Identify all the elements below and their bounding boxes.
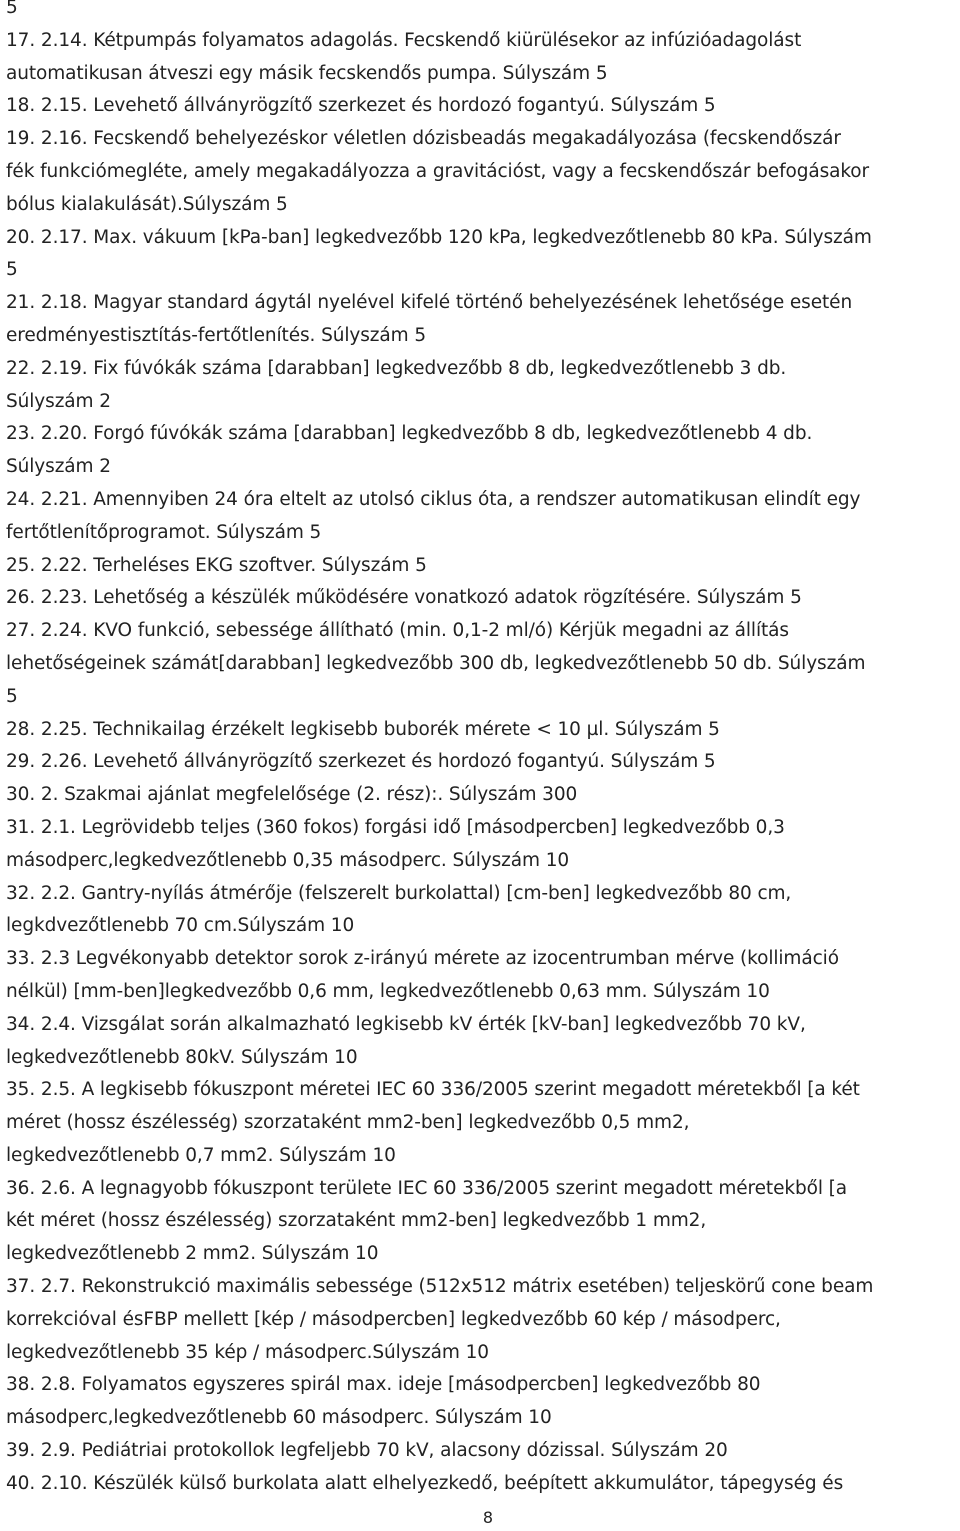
text-line: 34. 2.4. Vizsgálat során alkalmazható legkisebb kV érték [kV-ban] legkedvezőbb 70 kV, (6, 1013, 806, 1035)
text-line: 39. 2.9. Pediátriai protokollok legfeljebb 70 kV, alacsony dózissal. Súlyszám 20 (6, 1440, 728, 1462)
document-body (6, 0, 954, 1501)
text-line: 36. 2.6. A legnagyobb fókuszpont területe IEC 60 336/2005 szerint megadott méretekből [a (6, 1177, 848, 1199)
text-line: 30. 2. Szakmai ajánlat megfelelősége (2. rész):. Súlyszám 300 (6, 784, 578, 806)
text-line: legkedvezőtlenebb 0,7 mm2. Súlyszám 10 (6, 1144, 396, 1166)
text-line: 20. 2.17. Max. vákuum [kPa-ban] legkedvezőbb 120 kPa, legkedvezőtlenebb 80 kPa. Súlyszám (6, 226, 872, 248)
text-line: két méret (hossz észélesség) szorzataként mm2-ben] legkedvezőbb 1 mm2, (6, 1210, 707, 1232)
text-line: 29. 2.26. Levehető állványrögzítő szerkezet és hordozó fogantyú. Súlyszám 5 (6, 751, 716, 773)
text-line: legkdvezőtlenebb 70 cm.Súlyszám 10 (6, 915, 355, 937)
text-line: 5 (6, 259, 18, 281)
page-number: 8 (482, 1508, 494, 1527)
text-line: 38. 2.8. Folyamatos egyszeres spirál max. ideje [másodpercben] legkedvezőbb 80 (6, 1374, 761, 1396)
text-line: méret (hossz észélesség) szorzataként mm2-ben] legkedvezőbb 0,5 mm2, (6, 1112, 690, 1134)
text-line: 5 (6, 0, 18, 18)
text-line: 37. 2.7. Rekonstrukció maximális sebessége (512x512 mátrix esetében) teljeskörű cone beam (6, 1276, 874, 1298)
text-line: 28. 2.25. Technikailag érzékelt legkisebb buborék mérete < 10 µl. Súlyszám 5 (6, 718, 720, 740)
text-line: 24. 2.21. Amennyiben 24 óra eltelt az utolsó ciklus óta, a rendszer automatikusan elindít egy (6, 488, 861, 510)
text-line: korrekcióval ésFBP mellett [kép / másodpercben] legkedvezőbb 60 kép / másodperc, (6, 1308, 781, 1330)
text-line: eredményestisztítás-fertőtlenítés. Súlyszám 5 (6, 324, 427, 346)
text-line: bólus kialakulását).Súlyszám 5 (6, 193, 288, 215)
text-line: 31. 2.1. Legrövidebb teljes (360 fokos) forgási idő [másodpercben] legkedvezőbb 0,3 (6, 816, 785, 838)
text-line: 5 (6, 685, 18, 707)
text-line: nélkül) [mm-ben]legkedvezőbb 0,6 mm, legkedvezőtlenebb 0,63 mm. Súlyszám 10 (6, 980, 770, 1002)
text-line: 40. 2.10. Készülék külső burkolata alatt elhelyezkedő, beépített akkumulátor, tápegység és (6, 1472, 844, 1494)
text-line: másodperc,legkedvezőtlenebb 60 másodperc. Súlyszám 10 (6, 1407, 552, 1429)
text-line: 22. 2.19. Fix fúvókák száma [darabban] legkedvezőbb 8 db, legkedvezőtlenebb 3 db. (6, 357, 787, 379)
text-line: 18. 2.15. Levehető állványrögzítő szerkezet és hordozó fogantyú. Súlyszám 5 (6, 95, 716, 117)
text-line: 19. 2.16. Fecskendő behelyezéskor véletlen dózisbeadás megakadályozása (fecskendőszár (6, 128, 841, 150)
text-line: Súlyszám 2 (6, 390, 111, 412)
text-line: 33. 2.3 Legvékonyabb detektor sorok z-irányú mérete az izocentrumban mérve (kollimáció (6, 948, 839, 970)
text-line: 21. 2.18. Magyar standard ágytál nyelével kifelé történő behelyezésének lehetősége esetén (6, 292, 853, 314)
text-line: 32. 2.2. Gantry-nyílás átmérője (felszerelt burkolattal) [cm-ben] legkedvezőbb 80 cm, (6, 882, 792, 904)
text-line: automatikusan átveszi egy másik fecskendős pumpa. Súlyszám 5 (6, 62, 608, 84)
text-line: 27. 2.24. KVO funkció, sebessége állítható (min. 0,1-2 ml/ó) Kérjük megadni az állítás (6, 620, 789, 642)
text-line: Súlyszám 2 (6, 456, 111, 478)
text-line: másodperc,legkedvezőtlenebb 0,35 másodperc. Súlyszám 10 (6, 849, 570, 871)
text-line: 25. 2.22. Terheléses EKG szoftver. Súlyszám 5 (6, 554, 427, 576)
text-line: legkedvezőtlenebb 2 mm2. Súlyszám 10 (6, 1243, 379, 1265)
text-line: legkedvezőtlenebb 35 kép / másodperc.Súlyszám 10 (6, 1341, 489, 1363)
text-line: 23. 2.20. Forgó fúvókák száma [darabban] legkedvezőbb 8 db, legkedvezőtlenebb 4 db. (6, 423, 813, 445)
text-line: lehetőségeinek számát[darabban] legkedvezőbb 300 db, legkedvezőtlenebb 50 db. Súlyszám (6, 652, 866, 674)
text-line: 35. 2.5. A legkisebb fókuszpont méretei IEC 60 336/2005 szerint megadott méretekből [a két (6, 1079, 860, 1101)
text-line: 17. 2.14. Kétpumpás folyamatos adagolás. Fecskendő kiürülésekor az infúzióadagolást (6, 29, 802, 51)
text-line: legkedvezőtlenebb 80kV. Súlyszám 10 (6, 1046, 358, 1068)
text-line: fertőtlenítőprogramot. Súlyszám 5 (6, 521, 322, 543)
text-line: fék funkciómegléte, amely megakadályozza a gravitációst, vagy a fecskendőszár befogásakor (6, 160, 870, 182)
text-line: 26. 2.23. Lehetőség a készülék működésére vonatkozó adatok rögzítésére. Súlyszám 5 (6, 587, 802, 609)
